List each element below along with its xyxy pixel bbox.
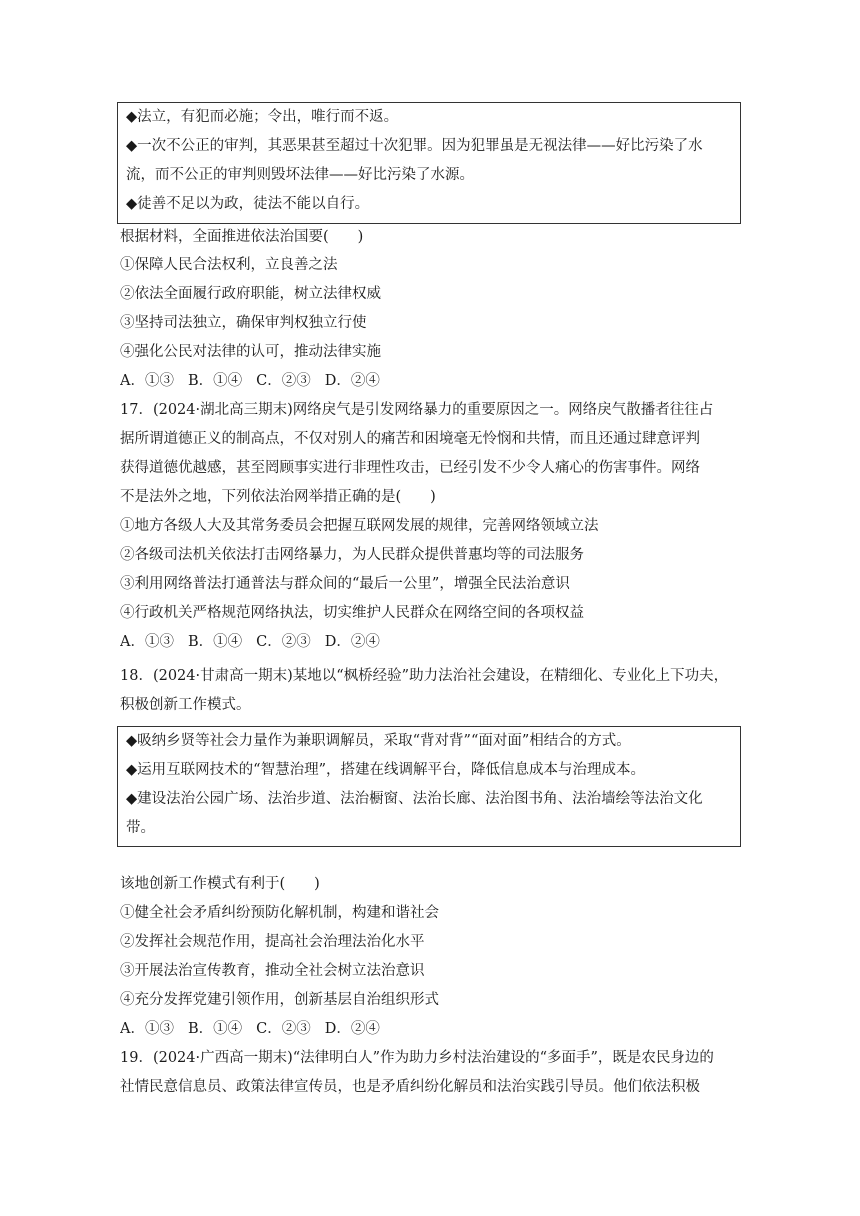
q16-item: ①保障人民合法权利，立良善之法 (120, 257, 338, 273)
q18-quote-line: ◆建设法治公园广场、法治步道、法治橱窗、法治长廊、法治图书角、法治墙绘等法治文化 (126, 791, 703, 807)
q16-quote-box (117, 102, 741, 224)
option-d[interactable]: D．②④ (324, 1021, 380, 1037)
q16-stem: 根据材料，全面推进依法治国要( ) (120, 229, 364, 245)
option-b[interactable]: B．①④ (187, 373, 243, 389)
q18-quote-line: 带。 (126, 820, 155, 836)
q18-quote-line: ◆运用互联网技术的“智慧治理”，搭建在线调解平台，降低信息成本与治理成本。 (126, 762, 645, 778)
option-c[interactable]: C．②③ (256, 1021, 311, 1037)
q17-stem-line: 不是法外之地，下列依法治网举措正确的是( ) (120, 489, 436, 505)
option-a[interactable]: A．①③ (120, 373, 174, 389)
q18-item: ③开展法治宣传教育，推动全社会树立法治意识 (120, 963, 425, 979)
q18-stem-line: 18．(2024·甘肃高一期末)某地以“枫桥经验”助力法治社会建设，在精细化、专业化上下功夫， (120, 668, 729, 684)
q16-item: ③坚持司法独立，确保审判权独立行使 (120, 315, 367, 331)
option-d[interactable]: D．②④ (324, 634, 380, 650)
q18-item: ②发挥社会规范作用，提高社会治理法治化水平 (120, 934, 425, 950)
q16-options (120, 371, 742, 391)
q17-item: ②各级司法机关依法打击网络暴力，为人民群众提供普惠均等的司法服务 (120, 547, 584, 563)
q18-options (120, 1019, 742, 1039)
option-d[interactable]: D．②④ (324, 373, 380, 389)
q16-quote-line: ◆徒善不足以为政，徒法不能以自行。 (126, 196, 370, 212)
q17-stem-line: 据所谓道德正义的制高点，不仅对别人的痛苦和困境毫无怜悯和共情，而且还通过肆意评判 (120, 431, 700, 447)
q16-item: ④强化公民对法律的认可，推动法律实施 (120, 344, 381, 360)
q18-item: ①健全社会矛盾纠纷预防化解机制，构建和谐社会 (120, 905, 439, 921)
q18-quote-line: ◆吸纳乡贤等社会力量作为兼职调解员，采取“背对背”“面对面”相结合的方式。 (126, 733, 631, 749)
q16-quote-line: 流，而不公正的审判则毁坏法律——好比污染了水源。 (126, 167, 474, 183)
q18-quote-box (117, 726, 741, 847)
q16-quote-line: ◆法立，有犯而必施；令出，唯行而不返。 (126, 109, 399, 125)
q18-stem-line: 积极创新工作模式。 (120, 697, 251, 713)
q18-stem2: 该地创新工作模式有利于( ) (120, 876, 320, 892)
q17-stem-line: 获得道德优越感，甚至罔顾事实进行非理性攻击，已经引发不少令人痛心的伤害事件。网络 (120, 460, 700, 476)
q17-stem-line: 17．(2024·湖北高三期末)网络戾气是引发网络暴力的重要原因之一。网络戾气散播者往往占 (120, 402, 714, 418)
option-b[interactable]: B．①④ (187, 1021, 243, 1037)
option-c[interactable]: C．②③ (256, 373, 311, 389)
q19-stem-line: 社情民意信息员、政策法律宣传员，也是矛盾纠纷化解员和法治实践引导员。他们依法积极 (120, 1079, 700, 1095)
option-b[interactable]: B．①④ (187, 634, 243, 650)
q19-stem-line: 19．(2024·广西高一期末)“法律明白人”作为助力乡村法治建设的“多面手”，既是农民身边的 (120, 1050, 714, 1066)
q17-item: ④行政机关严格规范网络执法，切实维护人民群众在网络空间的各项权益 (120, 605, 584, 621)
q16-item: ②依法全面履行政府职能，树立法律权威 (120, 286, 381, 302)
q17-item: ③利用网络普法打通普法与群众间的“最后一公里”，增强全民法治意识 (120, 576, 570, 592)
option-a[interactable]: A．①③ (120, 634, 174, 650)
q16-quote-line: ◆一次不公正的审判，其恶果甚至超过十次犯罪。因为犯罪虽是无视法律——好比污染了水 (126, 138, 703, 154)
q17-item: ①地方各级人大及其常务委员会把握互联网发展的规律，完善网络领域立法 (120, 518, 599, 534)
option-c[interactable]: C．②③ (256, 634, 311, 650)
option-a[interactable]: A．①③ (120, 1021, 174, 1037)
q17-options (120, 632, 742, 652)
q18-item: ④充分发挥党建引领作用，创新基层自治组织形式 (120, 992, 439, 1008)
